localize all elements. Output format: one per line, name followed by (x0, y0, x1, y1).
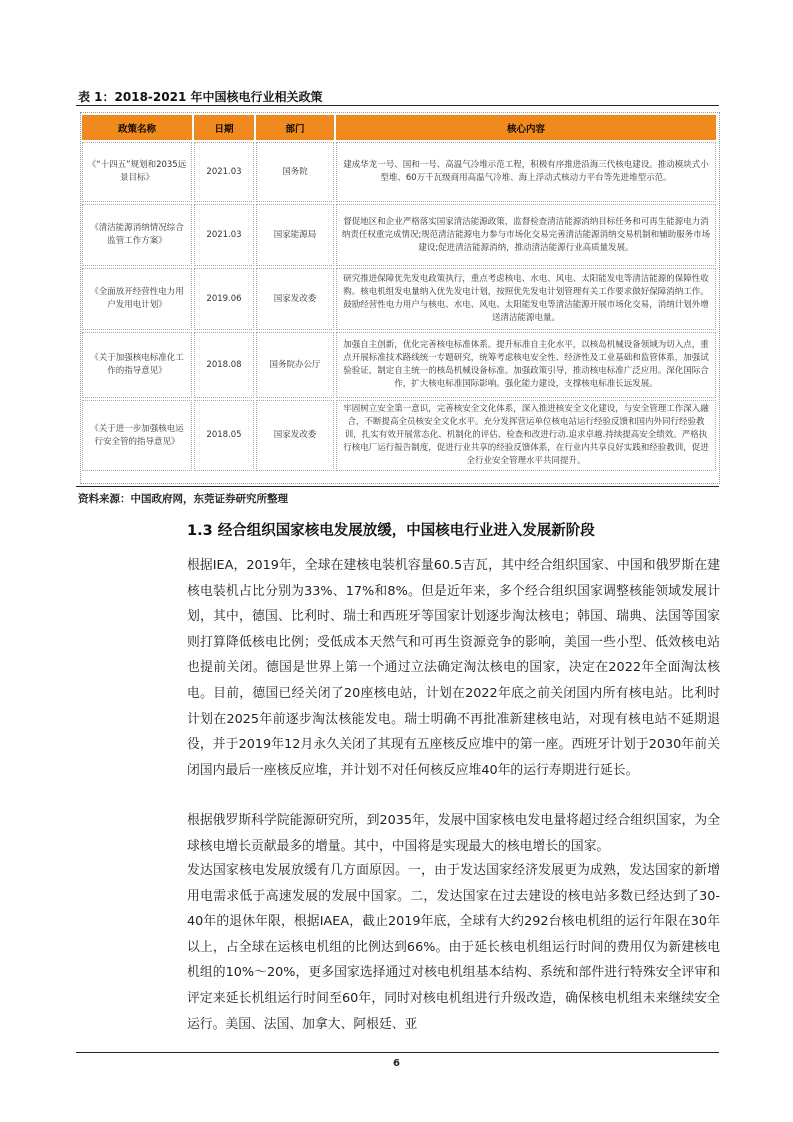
page-number: 6 (393, 1058, 400, 1069)
policy-name-cell: 《清洁能源消纳情况综合监管工作方案》 (82, 204, 192, 266)
body-paragraph: 根据俄罗斯科学院能源研究所，到2035年，发展中国家核电发电量将超过经合组织国家，为全球核电增长贡献最多的增量。其中，中国将是实现最大的核电增长的国家。 (187, 813, 720, 854)
policy-name-cell: 《关于加强核电标准化工作的指导意见》 (82, 332, 192, 398)
footer-rule (76, 1052, 719, 1053)
table-row (82, 142, 716, 202)
caption-rule (76, 105, 719, 106)
table-row (82, 332, 716, 398)
department-cell: 国家发改委 (256, 268, 334, 330)
department-cell: 国家发改委 (256, 400, 334, 471)
content-cell: 督促地区和企业严格落实国家清洁能源政策，监督检查清洁能源消纳目标任务和可再生能源电力消纳责任权重完成情况;规范清洁能源电力参与市场化交易完善清洁能源消纳交易机制和辅助服务市场建设;促进清洁能源消纳，推动清洁能源行业高质量发展。 (336, 204, 716, 266)
date-cell: 2021.03 (194, 204, 254, 266)
body-paragraph: 根据IEA，2019年，全球在建核电装机容量60.5吉瓦，其中经合组织国家、中国和俄罗斯在建核电装机占比分别为33%、17%和8%。但是近年来，多个经合组织国家调整核能领域发展计划，其中，德国、比利时、瑞士和西班牙等国家计划逐步淘汰核电；韩国、瑞典、法国等国家则打算降低核电比例；受低成本天然气和可再生资源竞争的影响，美国一些小型、低效核电站也提前关闭。德国是世界上第一个通过立法确定淘汰核电的国家，决定在2022年全面淘汰核电。目前，德国已经关闭了20座核电站，计划在2022年底之前关闭国内所有核电站。比利时计划在2025年前逐步淘汰核能发电。瑞士明确不再批准新建核电站，对现有核电站不延期退役，并于2019年12月永久关闭了其现有五座核反应堆中的第一座。西班牙计划于2030年前关闭国内最后一座核反应堆，并计划不对任何核反应堆40年的运行寿期进行延长。 (187, 558, 720, 778)
source-note: 资料来源：中国政府网，东莞证券研究所整理 (78, 493, 288, 505)
header-core-content: 核心内容 (336, 115, 716, 140)
policy-name-cell: 《关于进一步加强核电运行安全管的指导意见》 (82, 400, 192, 471)
date-cell: 2018.08 (194, 332, 254, 398)
date-cell: 2018.05 (194, 400, 254, 471)
department-cell: 国务院办公厅 (256, 332, 334, 398)
header-date: 日期 (194, 115, 254, 140)
table-row (82, 400, 716, 471)
policy-name-cell: 《“十四五”规划和2035远景目标》 (82, 142, 192, 202)
source-rule (76, 486, 719, 487)
content-cell: 研究推进保障优先发电政策执行，重点考虑核电、水电、风电、太阳能发电等清洁能源的保障性收购。核电机组发电量纳入优先发电计划，按照优先发电计划管理有关工作要求做好保障消纳工作。鼓励经营性电力用户与核电、水电、风电、太阳能发电等清洁能源开展市场化交易，消纳计划外增送清洁能源电量。 (336, 268, 716, 330)
table-row (82, 204, 716, 266)
department-cell: 国家能源局 (256, 204, 334, 266)
body-paragraph: 发达国家核电发展放缓有几方面原因。一，由于发达国家经济发展更为成熟，发达国家的新增用电需求低于高速发展的发展中国家。二，发达国家在过去建设的核电站多数已经达到了30-40年的退休年限，根据IAEA，截止2019年底，全球有大约292台核电机组的运行年限在30年以上，占全球在运核电机组的比例达到66%。由于延长核电机组运行时间的费用仅为新建核电机组的10%～20%，更多国家选择通过对核电机组基本结构、系统和部件进行特殊安全评审和评定来延长机组运行时间至60年，同时对核电机组进行升级改造，确保核电机组未来继续安全运行。美国、法国、加拿大、阿根廷、亚 (187, 863, 720, 1032)
section-heading: 1.3 经合组织国家核电发展放缓，中国核电行业进入发展新阶段 (187, 523, 595, 539)
content-cell: 牢固树立安全第一意识，完善核安全文化体系，深入推进核安全文化建设，与安全管理工作深入融合，不断提高全员核安全文化水平。充分发挥营运单位核电站运行经验反馈和国内外同行经验教训，扎实有效开展常态化、机制化的评估、检查和改进行动.追求卓越.持续提高安全绩效。严格执行核电厂运行报告制度，促进行业共享的经验反馈体系，在行业内共享良好实践和经验教训，促进全行业安全管理水平共同提升。 (336, 400, 716, 471)
content-cell: 加强自主创新，优化完善核电标准体系。提升标准自主化水平，以核岛机械设备领域为切入点，重点开展标准技术路线统一专题研究，统筹考虑核电安全性、经济性及工业基础和监管体系，加强试验验证，制定自主统一的核岛机械设备标准。加强政策引导，推动核电标准广泛应用。深化国际合作，扩大核电标准国际影响。强化能力建设，支撑核电标准长远发展。 (336, 332, 716, 398)
department-cell: 国务院 (256, 142, 334, 202)
table-header-row (82, 115, 716, 140)
policy-name-cell: 《全面放开经营性电力用户发用电计划》 (82, 268, 192, 330)
date-cell: 2021.03 (194, 142, 254, 202)
policy-table (80, 113, 718, 473)
date-cell: 2019.06 (194, 268, 254, 330)
header-policy-name: 政策名称 (82, 115, 192, 140)
table-row (82, 268, 716, 330)
header-department: 部门 (256, 115, 334, 140)
content-cell: 建成华龙一号、国和一号、高温气冷堆示范工程，积极有序推进沿海三代核电建设。推动模块式小型堆、60万千瓦级商用高温气冷堆、海上浮动式核动力平台等先进堆型示范。 (336, 142, 716, 202)
table-caption: 表 1：2018-2021 年中国核电行业相关政策 (78, 90, 323, 104)
